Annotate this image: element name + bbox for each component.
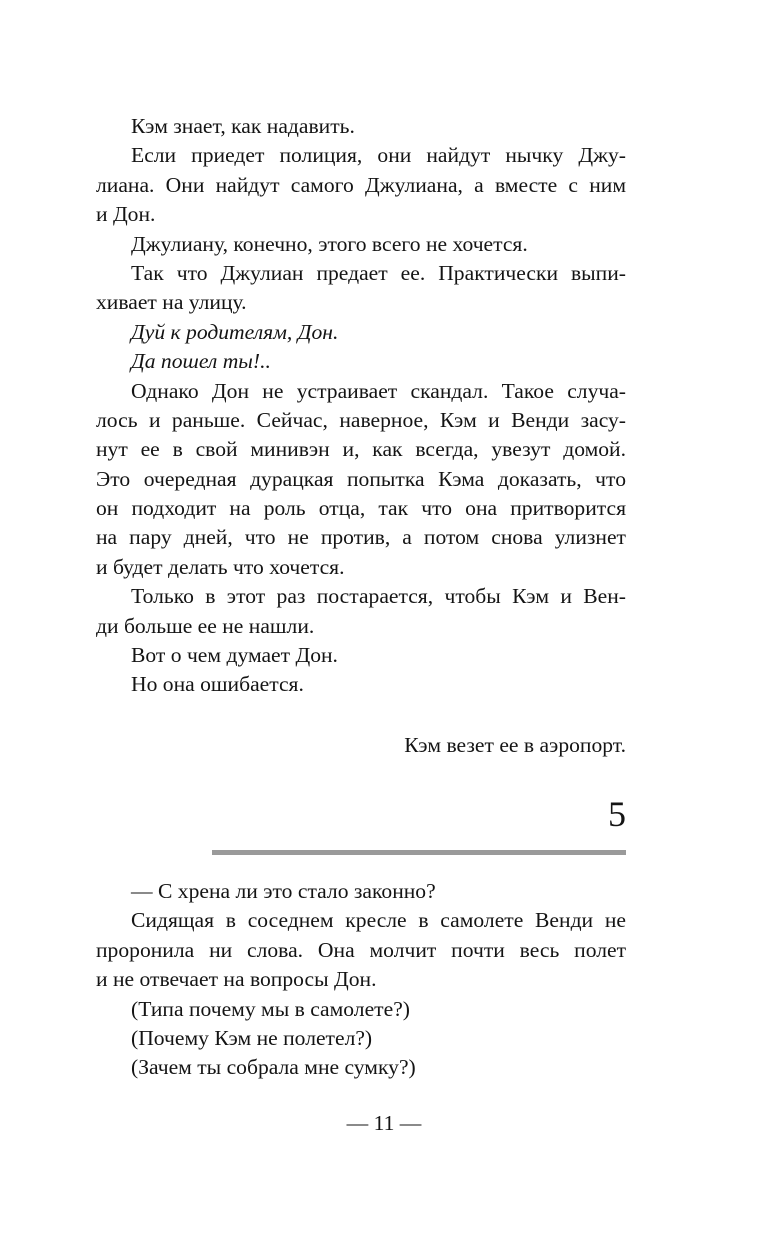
- text-line: (Типа почему мы в самолете?): [131, 996, 410, 1021]
- text-line: Но она ошибается.: [131, 672, 304, 697]
- text-block-chapter-start: [96, 877, 626, 1083]
- text-line: Да пошел ты!..: [131, 349, 271, 374]
- text-line: Дуй к родителям, Дон.: [131, 319, 339, 344]
- text-line: — С хрена ли это стало законно?: [131, 879, 436, 903]
- text-line: Это очередная дурацкая попытка Кэма доказать, что: [96, 466, 626, 491]
- text-line: (Зачем ты собрала мне сумку?): [131, 1055, 416, 1080]
- text-line: хивает на улицу.: [96, 290, 247, 315]
- text-line: и Дон.: [96, 202, 156, 227]
- chapter-number: 5: [608, 794, 626, 834]
- closing-line: Кэм везет ее в аэропорт.: [404, 733, 626, 757]
- text-line: Джулиану, конечно, этого всего не хочется.: [131, 231, 528, 256]
- text-line: лиана. Они найдут самого Джулиана, а вместе с ним: [96, 172, 626, 197]
- text-line: Кэм знает, как надавить.: [131, 114, 355, 138]
- text-line: проронила ни слова. Она молчит почти весь полет: [96, 937, 626, 962]
- text-line: и будет делать что хочется.: [96, 554, 345, 579]
- text-line: лось и раньше. Сейчас, наверное, Кэм и Венди засу-: [96, 407, 626, 432]
- text-line: Если приедет полиция, они найдут нычку Джу-: [131, 143, 626, 168]
- text-line: (Почему Кэм не полетел?): [131, 1025, 373, 1050]
- chapter-divider-rule: [212, 850, 626, 855]
- text-line: он подходит на роль отца, так что она притворится: [96, 496, 626, 521]
- text-line: нут ее в свой минивэн и, как всегда, увезут домой.: [96, 437, 626, 462]
- text-line: и не отвечает на вопросы Дон.: [96, 967, 377, 992]
- text-line: на пару дней, что не против, а потом снова улизнет: [96, 525, 626, 550]
- text-block-before-chapter: [96, 112, 626, 700]
- text-line: Однако Дон не устраивает скандал. Такое случа-: [131, 378, 626, 403]
- text-line: ди больше ее не нашли.: [96, 613, 315, 638]
- text-line: Так что Джулиан предает ее. Практически выпи-: [131, 260, 626, 285]
- text-line: Только в этот раз постарается, чтобы Кэм и Вен-: [131, 584, 626, 609]
- page-number: — 11 —: [346, 1111, 422, 1135]
- text-line: Вот о чем думает Дон.: [131, 643, 338, 668]
- text-line: Сидящая в соседнем кресле в самолете Венди не: [131, 908, 626, 933]
